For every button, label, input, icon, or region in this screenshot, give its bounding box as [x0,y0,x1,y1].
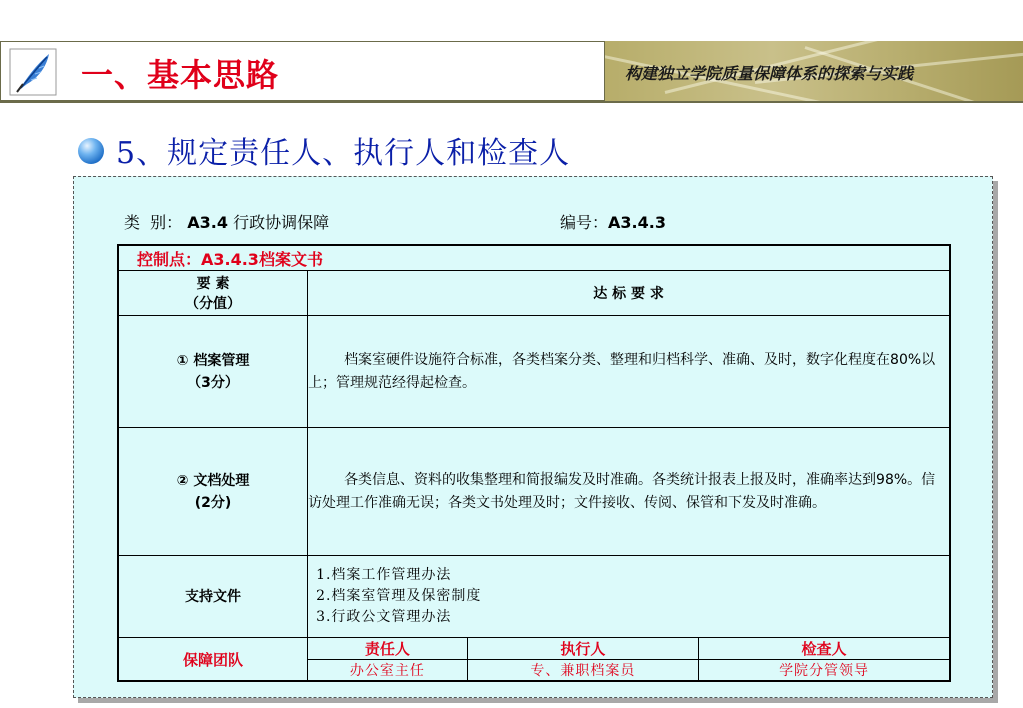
requirement-cell [308,428,950,556]
header-divider [0,101,1023,103]
element-header [118,271,308,316]
element-name: ① 档案管理 [176,352,250,369]
category-label: 类 别： [124,213,183,232]
support-label: 支持文件 [118,556,308,638]
requirement-cell [308,316,950,428]
page-title: 一、基本思路 [81,56,280,94]
element-name: ② 文档处理 [176,472,250,489]
number-value: A3.4.3 [608,213,666,232]
slide-header [0,41,1023,103]
number-label: 编号： [560,213,609,232]
team-header-executor: 执行人 [467,638,698,660]
table-row [118,428,950,556]
support-docs [308,556,950,638]
category-field [124,210,329,233]
support-doc-item: 2.档案室管理及保密制度 [316,588,482,604]
header-row [118,271,950,316]
header-banner [605,41,1023,101]
category-name: 行政协调保障 [233,213,330,232]
team-value-inspector: 学院分管领导 [699,660,950,682]
element-score: （3分） [187,374,239,391]
support-doc-item: 3.行政公文管理办法 [316,609,452,625]
element-score: (2分) [194,494,232,511]
control-point-row [118,245,950,271]
element-cell [118,428,308,556]
standards-table [117,244,951,682]
team-label: 保障团队 [118,638,308,682]
control-point: 控制点：A3.4.3档案文书 [118,245,950,271]
team-header-row [118,638,950,660]
title-box [0,41,605,101]
element-header-line2: （分值） [185,296,242,312]
support-doc-item: 1.档案工作管理办法 [316,567,452,583]
requirement-text: 各类信息、资料的收集整理和简报编发及时准确。各类统计报表上报及时，准确率达到98%。信访处理工作准确无误；各类文书处理及时；文件接收、传阅、保管和下发及时准确。 [308,471,936,511]
requirement-header: 达 标 要 求 [308,271,950,316]
team-value-executor: 专、兼职档案员 [467,660,698,682]
category-code: A3.4 [187,213,229,232]
number-field [560,210,666,233]
blue-sphere-bullet-icon [78,138,104,164]
team-header-responsible: 责任人 [308,638,468,660]
feather-quill-icon [9,48,57,96]
table-row [118,316,950,428]
team-value-responsible: 办公室主任 [308,660,468,682]
support-row [118,556,950,638]
section-title: 5、规定责任人、执行人和检查人 [116,136,571,171]
element-header-line1: 要 素 [196,276,230,292]
element-cell [118,316,308,428]
requirement-text: 档案室硬件设施符合标准，各类档案分类、整理和归档科学、准确、及时，数字化程度在80%以上；管理规范经得起检查。 [308,351,936,391]
banner-text: 构建独立学院质量保障体系的探索与实践 [625,64,914,83]
team-header-inspector: 检查人 [699,638,950,660]
